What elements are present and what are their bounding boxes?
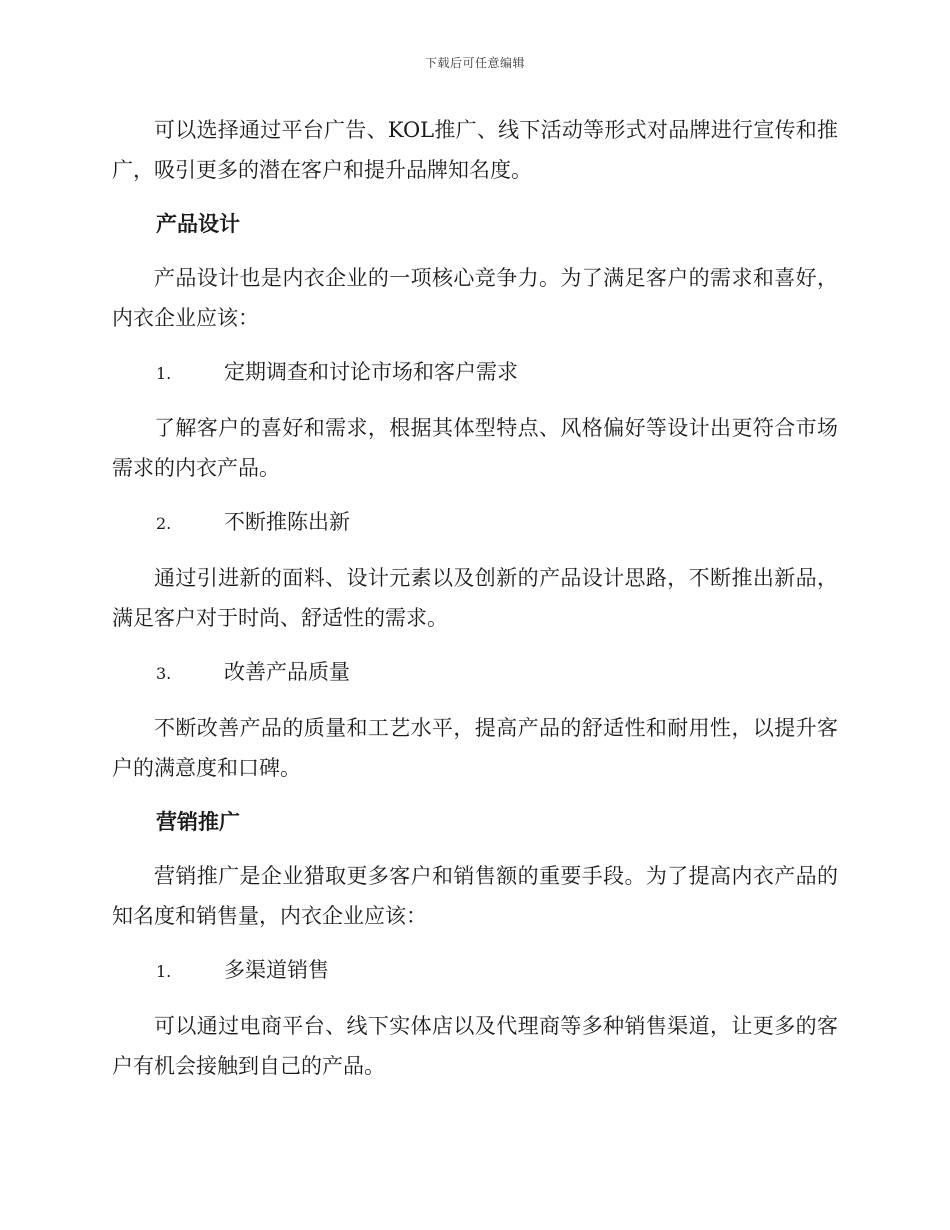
list-number: 1. [156,364,172,383]
list-item-market-research [112,352,838,394]
list-text: 多渠道销售 [224,958,329,982]
list-item-innovation [112,502,838,544]
list-item-multichannel [112,950,838,992]
paragraph-promotion-intro: 可以选择通过平台广告、KOL推广、线下活动等形式对品牌进行宣传和推广，吸引更多的潜在客户和提升品牌知名度。 [112,118,838,182]
paragraph-product-design-intro: 产品设计也是内衣企业的一项核心竞争力。为了满足客户的需求和喜好，内衣企业应该： [112,266,838,330]
paragraph-quality: 不断改善产品的质量和工艺水平，提高产品的舒适性和耐用性，以提升客户的满意度和口碑。 [112,716,838,780]
document-body [112,110,838,1100]
list-text: 改善产品质量 [224,660,350,684]
paragraph-marketing-intro: 营销推广是企业猎取更多客户和销售额的重要手段。为了提高内衣产品的知名度和销售量，内衣企业应该： [112,864,838,928]
section-heading-product-design: 产品设计 [156,212,240,236]
list-number: 2. [156,514,172,533]
list-text: 不断推陈出新 [224,510,350,534]
paragraph-market-research: 了解客户的喜好和需求，根据其体型特点、风格偏好等设计出更符合市场需求的内衣产品。 [112,416,838,480]
paragraph-multichannel: 可以通过电商平台、线下实体店以及代理商等多种销售渠道，让更多的客户有机会接触到自己的产品。 [112,1014,838,1078]
list-number: 3. [156,664,172,683]
page-header: 下载后可任意编辑 [424,56,525,70]
list-text: 定期调查和讨论市场和客户需求 [224,360,518,384]
list-item-quality [112,652,838,694]
list-number: 1. [156,962,172,981]
paragraph-innovation: 通过引进新的面料、设计元素以及创新的产品设计思路，不断推出新品，满足客户对于时尚、舒适性的需求。 [112,566,838,630]
section-heading-marketing: 营销推广 [156,810,240,834]
